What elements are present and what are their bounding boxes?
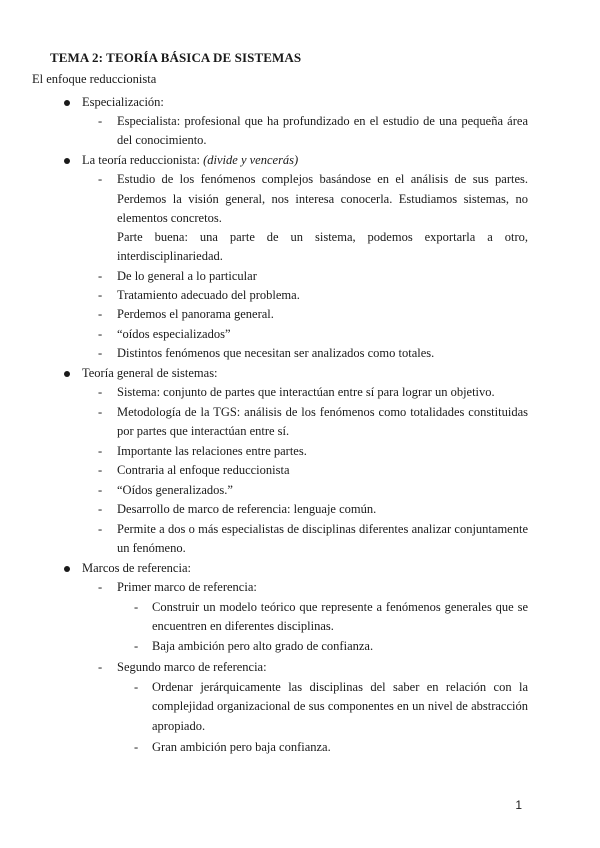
heading-text: La teoría reduccionista: [82, 153, 204, 167]
list-item-continuation: del conocimiento. [117, 133, 207, 147]
dash-marker: - [134, 680, 139, 694]
list-item: De lo general a lo particular [117, 269, 257, 283]
list-item: Sistema: conjunto de partes que interactúan entre sí para lograr un objetivo. [117, 385, 495, 399]
list-item: “Oídos generalizados.” [117, 483, 233, 497]
dash-marker: - [98, 288, 103, 302]
section-subtitle: El enfoque reduccionista [32, 72, 157, 86]
dash-marker: - [98, 580, 103, 594]
dash-marker: - [98, 172, 103, 186]
dash-marker: - [134, 600, 139, 614]
list-item: Perdemos el panorama general. [117, 307, 274, 321]
dash-marker: - [98, 307, 103, 321]
list-item: Tratamiento adecuado del problema. [117, 288, 300, 302]
dash-marker: - [98, 463, 103, 477]
dash-marker: - [98, 522, 103, 536]
dash-marker: - [98, 269, 103, 283]
list-item-continuation: apropiado. [152, 719, 206, 733]
bullet-heading: Marcos de referencia: [82, 561, 191, 575]
bullet-icon [64, 158, 70, 164]
list-item: Gran ambición pero baja confianza. [152, 740, 331, 754]
dash-marker: - [98, 502, 103, 516]
list-item-continuation: elementos concretos. [117, 211, 222, 225]
dash-marker: - [98, 444, 103, 458]
list-item-continuation: por partes que interactúan entre sí. [117, 424, 290, 438]
list-item: “oídos especializados” [117, 327, 231, 341]
list-item: Importante las relaciones entre partes. [117, 444, 307, 458]
list-item-continuation: interdisciplinariedad. [117, 249, 223, 263]
list-item: Desarrollo de marco de referencia: lenguaje común. [117, 502, 377, 516]
list-item: Contraria al enfoque reduccionista [117, 463, 290, 477]
subsection-heading: Segundo marco de referencia: [117, 660, 267, 674]
dash-marker: - [98, 385, 103, 399]
page-number: 1 [515, 798, 522, 812]
list-item: Ordenar jerárquicamente las disciplinas del saber en relación con la [152, 680, 528, 694]
list-item: Permite a dos o más especialistas de disciplinas diferentes analizar conjuntamente [117, 522, 528, 536]
dash-marker: - [134, 639, 139, 653]
list-item-continuation: complejidad organizacional de sus componentes en un nivel de abstracción [152, 699, 528, 713]
dash-marker: - [98, 114, 103, 128]
dash-marker: - [98, 346, 103, 360]
list-item: Construir un modelo teórico que represente a fenómenos generales que se [152, 600, 528, 614]
page-title: TEMA 2: TEORÍA BÁSICA DE SISTEMAS [50, 50, 302, 65]
dash-marker: - [98, 327, 103, 341]
heading-italic: (divide y vencerás) [203, 153, 299, 167]
list-item: Baja ambición pero alto grado de confianza. [152, 639, 374, 653]
bullet-heading [82, 151, 298, 171]
dash-marker: - [98, 405, 103, 419]
list-item: Distintos fenómenos que necesitan ser analizados como totales. [117, 346, 435, 360]
bullet-heading: Especialización: [82, 95, 164, 109]
list-item-continuation: encuentren en diferentes disciplinas. [152, 619, 334, 633]
list-item-continuation: Parte buena: una parte de un sistema, podemos exportarla a otro, [117, 230, 528, 244]
list-item: Estudio de los fenómenos complejos basándose en el análisis de sus partes. [117, 172, 528, 186]
bullet-icon [64, 371, 70, 377]
bullet-heading: Teoría general de sistemas: [82, 366, 218, 380]
list-item: Metodología de la TGS: análisis de los fenómenos como totalidades constituidas [117, 405, 528, 419]
subsection-heading: Primer marco de referencia: [117, 580, 257, 594]
list-item-continuation: un fenómeno. [117, 541, 186, 555]
dash-marker: - [98, 660, 103, 674]
bullet-icon [64, 566, 70, 572]
dash-marker: - [134, 740, 139, 754]
list-item: Especialista: profesional que ha profundizado en el estudio de una pequeña área [117, 114, 528, 128]
dash-marker: - [98, 483, 103, 497]
bullet-icon [64, 100, 70, 106]
list-item-continuation: Perdemos la visión general, nos interesa conocerla. Estudiamos sistemas, no [117, 192, 528, 206]
